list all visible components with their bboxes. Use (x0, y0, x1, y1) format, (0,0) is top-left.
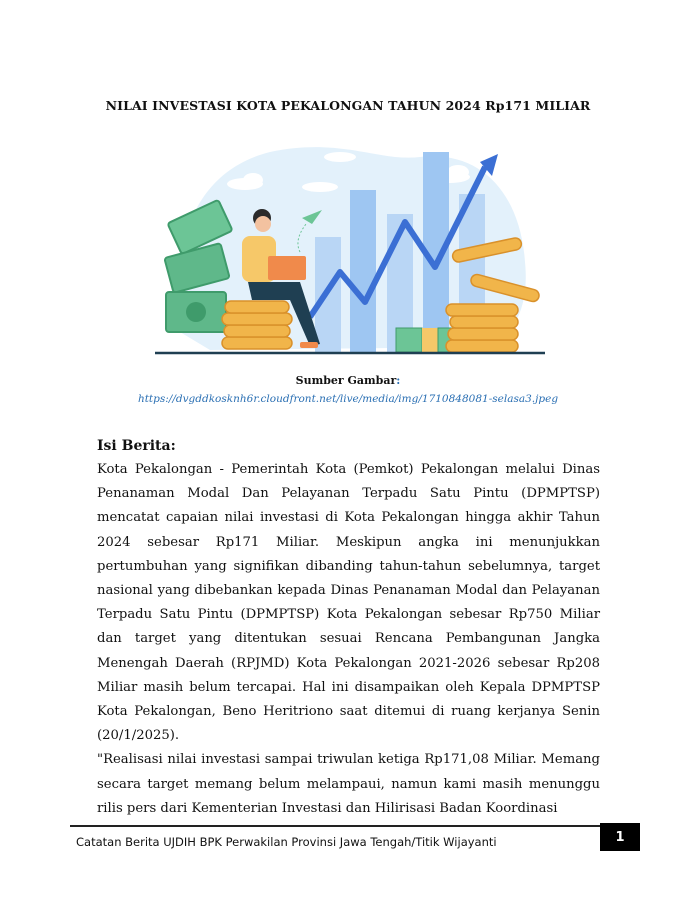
money-stack-icon (164, 200, 232, 332)
page-title: NILAI INVESTASI KOTA PEKALONGAN TAHUN 2024 Rp171 MILIAR (105, 98, 591, 113)
paragraph: "Realisasi nilai investasi sampai triwulan ketiga Rp171,08 Miliar. Memang secara target memang belum melampaui, namun kami masih menunggu rilis pers dari Kementerian Investasi dan Hilirisasi Badan Koordinasi (97, 752, 600, 816)
image-source-link[interactable]: https://dvgddkosknh6r.cloudfront.net/live/media/img/1710848081-selasa3.jpeg (137, 393, 559, 405)
paragraph: Kota Pekalongan - Pemerintah Kota (Pemkot) Pekalongan melalui Dinas Penanaman Modal Dan Pelayanan Terpadu Satu Pintu (DPMPTSP) mencatat capaian nilai investasi di Kota Pekalongan hingga akhir Tahun 2024 sebesar Rp171 Miliar. Meskipun angka ini menunjukkan pertumbuhan yang signifikan dibanding tahun-tahun sebelumnya, target nasional yang dibebankan kepada Dinas Penanaman Modal dan Pelayanan Terpadu Satu Pintu (DPMPTSP) Kota Pekalongan sebesar Rp750 Miliar dan target yang ditentukan sesuai Rencana Pembangunan Jangka Menengah Daerah (RPJMD) Kota Pekalongan 2021-2026 sebesar Rp208 Miliar masih belum tercapai. Hal ini disampaikan oleh Kepala DPMPTSP Kota Pekalongan, Beno Heritriono saat ditemui di ruang kerjanya Senin (20/1/2025). (97, 462, 600, 744)
page-number-badge (600, 823, 640, 851)
image-caption-label: Sumber Gambar: (295, 374, 401, 387)
page-number: 1 (615, 829, 625, 845)
footer-divider (70, 825, 600, 827)
investment-growth-illustration (150, 132, 550, 358)
coin-stack-icon (222, 301, 292, 349)
footer-text: Catatan Berita UJDIH BPK Perwakilan Provinsi Jawa Tengah/Titik Wijayanti (76, 835, 497, 849)
article-body (97, 458, 600, 821)
section-heading: Isi Berita: (97, 438, 176, 454)
